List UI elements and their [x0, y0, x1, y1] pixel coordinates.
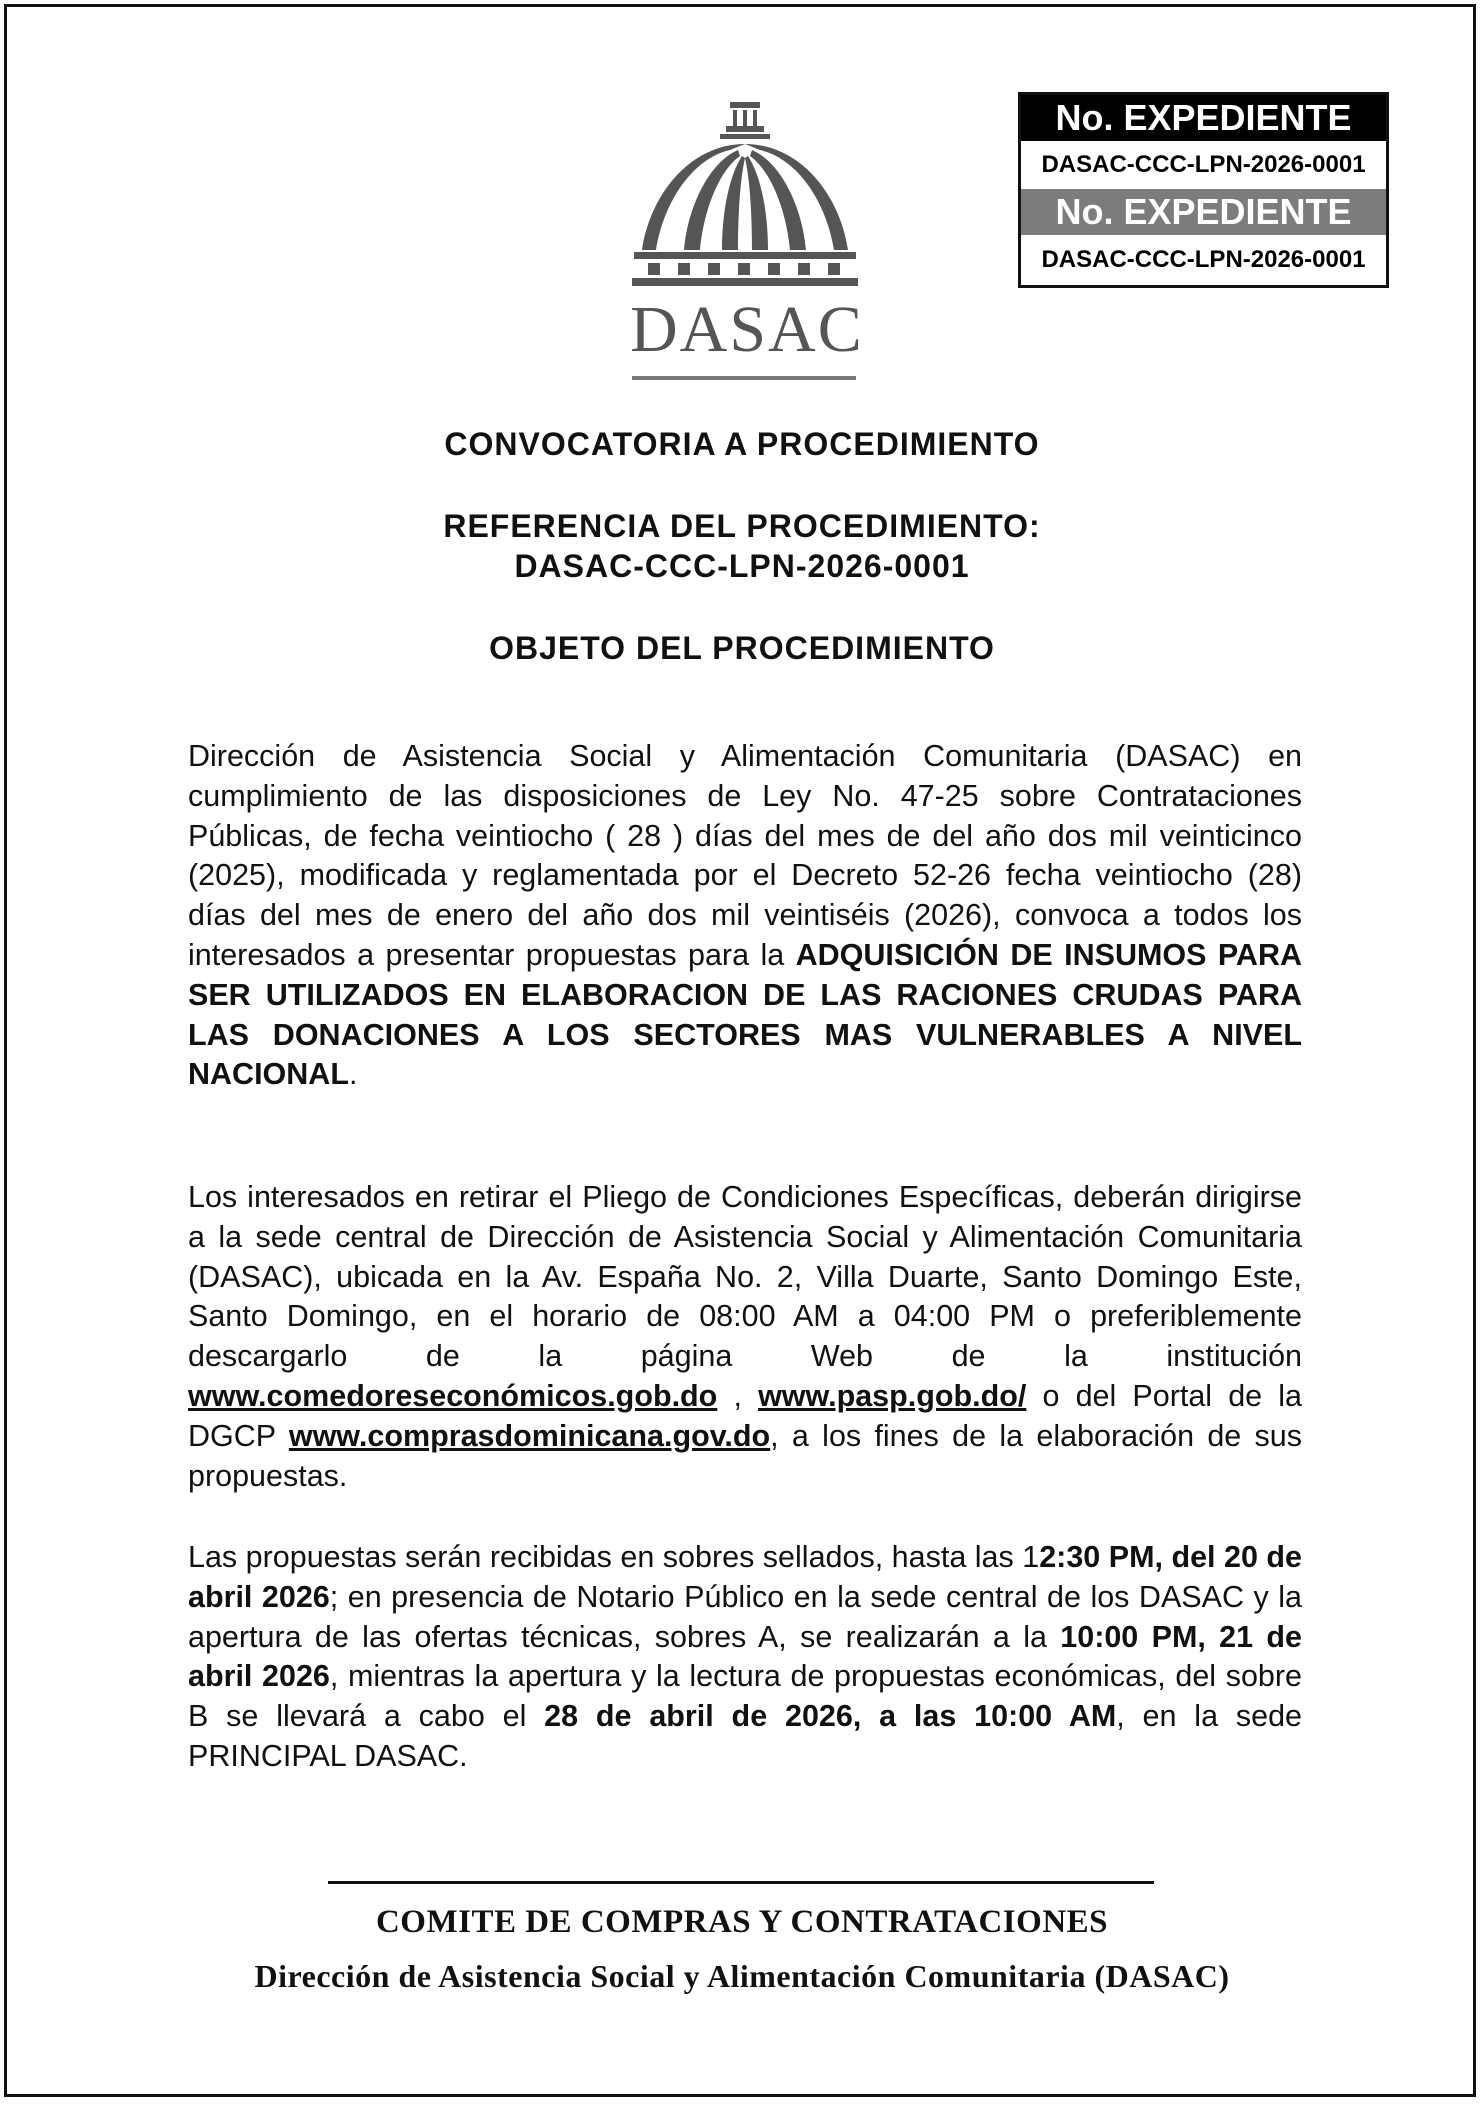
paragraph-1-end: . — [348, 1057, 358, 1092]
paragraph-3-text-3: , mientras la apertura y la lectura de propuestas económicas, del sobre B se llevará a cabo el — [188, 1659, 1302, 1734]
fecha-apertura-tecnica: 10:00 PM, 21 de abril 2026 — [188, 1619, 1303, 1694]
fecha-recepcion: 2:30 PM, del 20 de abril 2026 — [188, 1540, 1302, 1614]
paragraph-3-text-2: ; en presencia de Notario Público en la sede central de los DASAC y la apertura de las ofertas técnicas, sobres A, se realizarán a la — [188, 1579, 1302, 1654]
link-comedores[interactable]: www.comedoreseconómicos.gob.do — [188, 1378, 718, 1413]
capitol-dome-icon — [630, 100, 860, 300]
fecha-apertura-economica: 28 de abril de 2026, a las 10:00 AM — [544, 1699, 1117, 1734]
expediente-header-2: No. EXPEDIENTE — [1021, 189, 1386, 235]
paragraph-3-text-4: , en la sede PRINCIPAL DASAC. — [188, 1699, 1303, 1773]
signature-line — [328, 1881, 1154, 1884]
logo-underline — [632, 376, 856, 380]
paragraph-fechas — [188, 1538, 1302, 1777]
paragraph-2-sep: , — [717, 1378, 759, 1413]
paragraph-1-object: ADQUISICIÓN DE INSUMOS PARA SER UTILIZADOS EN ELABORACION DE LAS RACIONES CRUDAS PARA LAS DONACIONES A LOS SECTORES MAS VULNERABLES A NIVEL NACIONAL — [188, 937, 1303, 1092]
paragraph-convocatoria — [188, 737, 1302, 1095]
link-pasp[interactable]: www.pasp.gob.do/ — [758, 1378, 1027, 1413]
logo-wordmark: DASAC — [630, 293, 864, 366]
footer-committee: COMITE DE COMPRAS Y CONTRATACIONES — [375, 1904, 1109, 1940]
footer-institution: Dirección de Asistencia Social y Alimentación Comunitaria (DASAC) — [254, 1958, 1230, 1994]
expediente-box — [1018, 92, 1389, 288]
heading-referencia-value: DASAC-CCC-LPN-2026-0001 — [514, 548, 970, 584]
paragraph-2-text-2: o del Portal de la DGCP — [188, 1378, 1303, 1453]
link-compras-dominicana[interactable]: www.comprasdominicana.gov.do — [288, 1418, 771, 1453]
paragraph-pliego — [188, 1178, 1302, 1496]
heading-convocatoria: CONVOCATORIA A PROCEDIMIENTO — [444, 426, 1040, 462]
heading-referencia-label: REFERENCIA DEL PROCEDIMIENTO: — [443, 508, 1041, 544]
expediente-value-2: DASAC-CCC-LPN-2026-0001 — [1041, 246, 1366, 273]
heading-objeto: OBJETO DEL PROCEDIMIENTO — [489, 630, 995, 666]
paragraph-3-text-1: Las propuestas serán recibidas en sobres sellados, hasta las 1 — [188, 1540, 1040, 1574]
paragraph-1-text: Dirección de Asistencia Social y Alimentación Comunitaria (DASAC) en cumplimiento de las disposiciones de Ley No. 47-25 sobre Contrataciones Públicas, de fecha veintiocho ( 28 ) días del mes de del año dos mil veinticinco (2025), modificada y reglamentada por el Decreto 52-26 fecha veintiocho (28) días del mes de enero del año dos mil veintiséis (2026), convoca a todos los interesados a presentar propuestas para la — [188, 739, 1302, 972]
paragraph-2-text-3: , a los fines de la elaboración de sus propuestas. — [188, 1418, 1302, 1493]
paragraph-2-text-1: Los interesados en retirar el Pliego de Condiciones Específicas, deberán dirigirse a la sede central de Dirección de Asistencia Social y Alimentación Comunitaria (DASAC), ubicada en la Av. España No. 2, Villa Duarte, Santo Domingo Este, Santo Domingo, en el horario de 08:00 AM a 04:00 PM o preferiblemente descargarlo de la página Web de la institución — [188, 1180, 1302, 1374]
expediente-header-1: No. EXPEDIENTE — [1021, 95, 1386, 141]
dasac-logo — [630, 100, 864, 390]
expediente-value-1: DASAC-CCC-LPN-2026-0001 — [1041, 151, 1366, 178]
